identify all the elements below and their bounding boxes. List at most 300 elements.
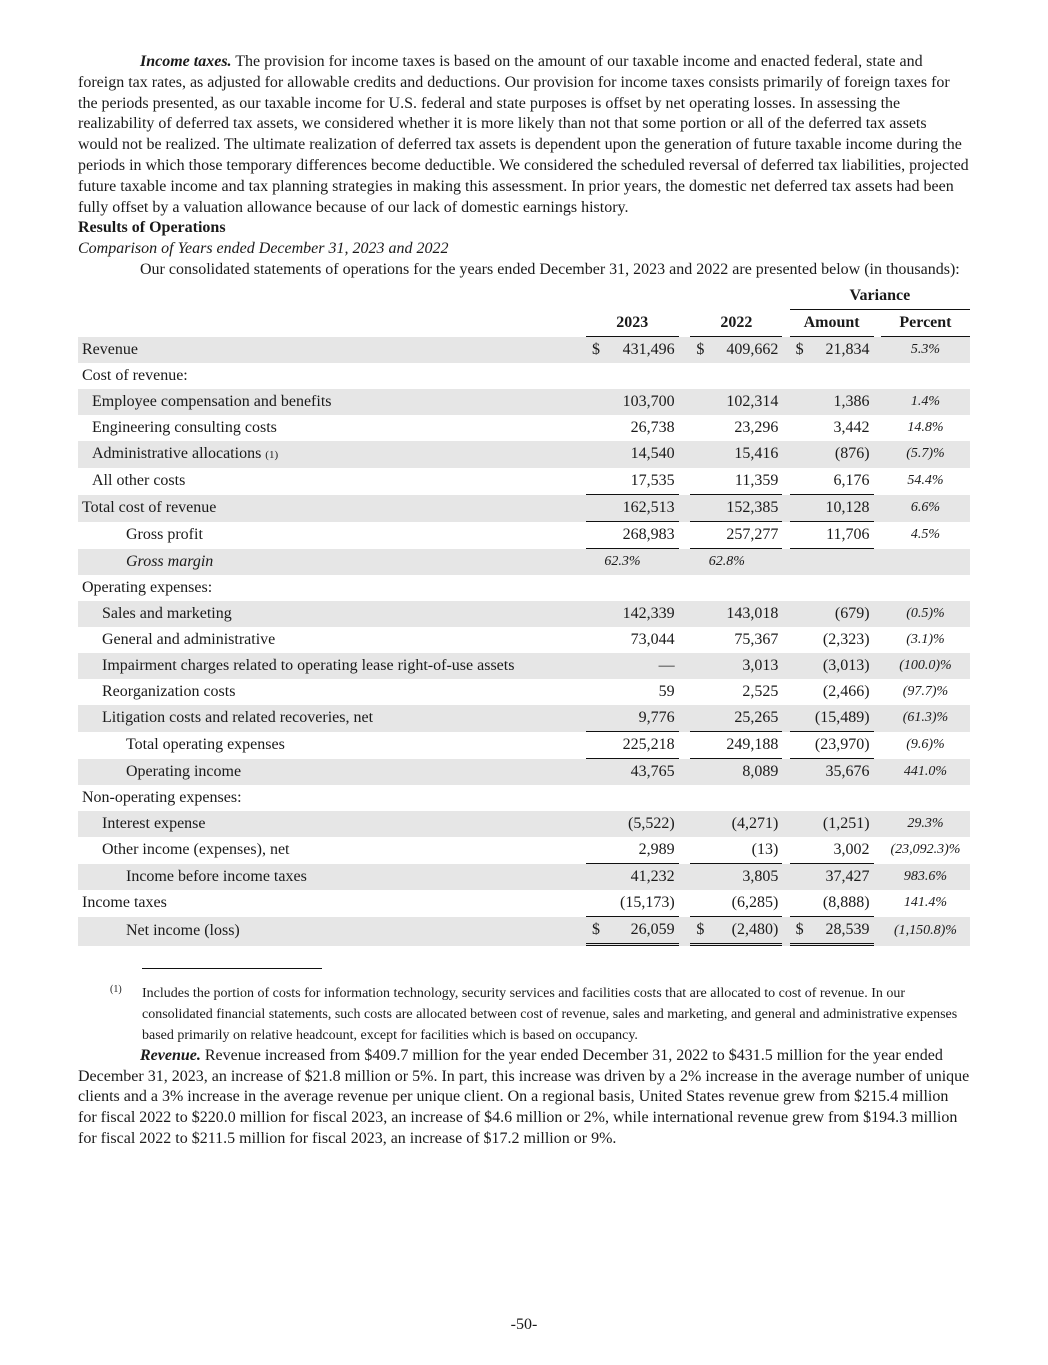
variance-amount: (15,489) — [808, 705, 874, 732]
table-intro: Our consolidated statements of operations for the years ended December 31, 2023 and 2022 are presented below (in thousands): — [140, 260, 960, 278]
row-label — [78, 705, 586, 732]
column-gap — [782, 679, 789, 705]
footnote-divider — [142, 968, 322, 969]
column-gap — [679, 917, 691, 946]
currency-symbol-amount — [790, 890, 808, 917]
currency-symbol-2023 — [586, 811, 604, 837]
value-2023: 14,540 — [604, 441, 678, 468]
currency-symbol-amount — [790, 601, 808, 627]
value-2022 — [709, 363, 783, 389]
column-gap — [782, 441, 789, 468]
revenue-lead: Revenue. — [140, 1046, 201, 1064]
row-label-text: Cost of revenue: — [82, 366, 188, 384]
variance-percent: 5.3% — [881, 337, 970, 363]
column-gap — [679, 363, 691, 389]
row-label-text: Non-operating expenses: — [82, 788, 242, 806]
comparison-heading: Comparison of Years ended December 31, 2023 and 2022 — [78, 240, 449, 258]
currency-symbol-2022 — [690, 759, 708, 785]
table-row — [78, 627, 970, 653]
row-label — [78, 468, 586, 495]
value-2023: — — [604, 653, 678, 679]
table-row — [78, 495, 970, 522]
currency-symbol-2023: $ — [586, 337, 604, 363]
operations-table — [78, 283, 970, 946]
currency-symbol-amount — [790, 415, 808, 441]
currency-symbol-2023 — [586, 890, 604, 917]
table-row — [78, 575, 970, 601]
variance-percent: 1.4% — [881, 389, 970, 415]
currency-symbol-amount — [790, 679, 808, 705]
table-row — [78, 837, 970, 864]
row-label — [78, 575, 586, 601]
currency-symbol-amount — [790, 837, 808, 864]
column-gap — [782, 705, 789, 732]
currency-symbol-2022 — [690, 837, 708, 864]
currency-symbol-2023 — [586, 441, 604, 468]
currency-symbol-2023 — [586, 627, 604, 653]
currency-symbol-amount — [790, 363, 808, 389]
row-label-text: Employee compensation and benefits — [92, 392, 332, 410]
currency-symbol-amount — [790, 575, 808, 601]
currency-symbol-2022: $ — [690, 337, 708, 363]
value-2022: (6,285) — [709, 890, 783, 917]
currency-symbol-2023 — [586, 495, 604, 522]
currency-symbol-2023 — [586, 864, 604, 890]
table-row — [78, 864, 970, 890]
currency-symbol-2022 — [690, 495, 708, 522]
variance-amount: 3,002 — [808, 837, 874, 864]
column-gap — [679, 679, 691, 705]
value-2022 — [709, 575, 783, 601]
footnote-marker: (1) — [110, 983, 122, 995]
column-gap — [679, 549, 691, 575]
value-2023: 431,496 — [604, 337, 678, 363]
row-label-text: Revenue — [82, 340, 138, 358]
document-page — [78, 52, 970, 1150]
column-gap — [874, 575, 881, 601]
variance-percent: (9.6)% — [906, 737, 945, 753]
column-gap — [782, 917, 789, 946]
value-2022: 11,359 — [709, 468, 783, 495]
row-label — [78, 415, 586, 441]
column-gap — [782, 785, 789, 811]
column-gap — [782, 415, 789, 441]
currency-symbol-amount — [790, 811, 808, 837]
table-row — [78, 917, 970, 946]
currency-symbol-amount — [790, 549, 808, 575]
currency-symbol-2022: $ — [690, 917, 708, 946]
currency-symbol-amount: $ — [790, 337, 808, 363]
column-gap — [782, 468, 789, 495]
variance-percent: (61.3)% — [881, 705, 970, 732]
column-gap — [782, 653, 789, 679]
column-gap — [874, 627, 881, 653]
income-taxes-text: The provision for income taxes is based on the amount of our taxable income and enacted federal, state and foreign tax rates, as adjusted for allowable credits and deductions. Our provision for income taxes consists primarily of foreign taxes for the periods presented, as our taxable income for U.S. federal and state purposes is offset by net operating losses. In assessing the realizability of deferred tax assets, we considered whether it is more likely than not that some portion or all of the deferred tax assets would not be realized. The ultimate realization of deferred tax assets is dependent upon the generation of future taxable income during the periods in which those temporary differences become deductible. We considered the scheduled reversal of deferred tax liabilities, projected future taxable income and tax planning strategies in making this assessment. In prior years, the domestic net deferred tax assets had been fully offset by a valuation allowance because of our lack of domestic earnings history. — [78, 53, 969, 216]
currency-symbol-2022 — [690, 811, 708, 837]
column-gap — [679, 705, 691, 732]
row-label — [78, 917, 586, 946]
variance-amount: (2,323) — [822, 630, 870, 648]
variance-amount: 28,539 — [808, 917, 874, 946]
currency-symbol-amount — [790, 441, 808, 468]
variance-amount — [808, 363, 874, 389]
table-row — [78, 601, 970, 627]
row-label-text: Net income (loss) — [126, 922, 240, 940]
currency-symbol-2023 — [586, 705, 604, 732]
column-gap — [679, 468, 691, 495]
currency-symbol-amount — [790, 627, 808, 653]
value-2023: 2,989 — [604, 837, 678, 864]
page-number: -50- — [510, 1316, 538, 1333]
variance-amount: 21,834 — [808, 337, 874, 363]
table-row — [78, 415, 970, 441]
table-row — [78, 441, 970, 468]
column-gap — [874, 705, 881, 732]
column-gap — [874, 549, 881, 575]
table-row — [78, 811, 970, 837]
currency-symbol-2022 — [690, 653, 708, 679]
column-gap — [679, 653, 691, 679]
variance-percent: 29.3% — [881, 811, 970, 837]
variance-amount: (2,466) — [822, 682, 870, 700]
column-gap — [679, 575, 691, 601]
column-gap — [874, 441, 881, 468]
currency-symbol-amount — [790, 389, 808, 415]
value-2022: 102,314 — [709, 389, 783, 415]
table-row — [78, 759, 970, 785]
currency-symbol-2022 — [690, 627, 708, 653]
table-row — [78, 337, 970, 363]
currency-symbol-2022 — [690, 679, 708, 705]
value-2023: (5,522) — [604, 811, 678, 837]
currency-symbol-amount: $ — [790, 917, 808, 946]
row-label — [78, 389, 586, 415]
row-label-text: Income before income taxes — [126, 867, 307, 885]
currency-symbol-amount — [790, 759, 808, 785]
row-label — [78, 864, 586, 890]
currency-symbol-2022 — [690, 705, 708, 732]
row-label — [78, 732, 586, 759]
column-gap — [782, 522, 789, 549]
variance-amount — [808, 575, 874, 601]
currency-symbol-2023 — [586, 732, 604, 759]
currency-symbol-2022 — [690, 468, 708, 495]
value-2022 — [709, 785, 783, 811]
currency-symbol-2023 — [586, 759, 604, 785]
column-gap — [874, 601, 881, 627]
column-gap — [782, 890, 789, 917]
row-label — [78, 759, 586, 785]
column-gap — [782, 575, 789, 601]
column-gap — [874, 864, 881, 890]
row-label — [78, 679, 586, 705]
variance-percent — [881, 549, 970, 575]
column-gap — [874, 917, 881, 946]
value-2023: (15,173) — [604, 890, 678, 917]
variance-amount: (23,970) — [808, 732, 874, 759]
row-label — [78, 363, 586, 389]
table-row — [78, 549, 970, 575]
column-gap — [874, 679, 881, 705]
row-label-text: All other costs — [92, 472, 186, 490]
column-gap — [874, 759, 881, 785]
row-label — [78, 601, 586, 627]
column-gap — [679, 389, 691, 415]
currency-symbol-2022 — [690, 441, 708, 468]
value-2023: 103,700 — [604, 389, 678, 415]
value-2023: 162,513 — [604, 495, 678, 522]
row-label — [78, 495, 586, 522]
row-label-text: Reorganization costs — [102, 682, 236, 700]
variance-percent: 441.0% — [881, 759, 970, 785]
table-row — [78, 679, 970, 705]
currency-symbol-2022 — [690, 732, 708, 759]
variance-percent: (100.0)% — [881, 653, 970, 679]
currency-symbol-amount — [790, 495, 808, 522]
value-2022: 75,367 — [734, 630, 779, 648]
value-2023: 62.3% — [604, 549, 678, 575]
column-gap — [679, 785, 691, 811]
row-label-text: Sales and marketing — [102, 604, 232, 622]
variance-percent: 4.5% — [910, 527, 941, 543]
variance-amount: 11,706 — [808, 522, 874, 549]
currency-symbol-2022 — [690, 549, 708, 575]
table-row — [78, 522, 970, 549]
row-label — [78, 890, 586, 917]
variance-percent — [881, 575, 970, 601]
column-header-percent: Percent — [881, 310, 970, 337]
variance-amount — [808, 785, 874, 811]
variance-percent: 6.6% — [881, 495, 970, 522]
table-row — [78, 890, 970, 917]
variance-amount: 3,442 — [833, 418, 870, 436]
row-label-text: Interest expense — [102, 814, 206, 832]
currency-symbol-amount — [790, 705, 808, 732]
currency-symbol-2023 — [586, 389, 604, 415]
column-header-2023: 2023 — [586, 310, 679, 337]
variance-percent — [881, 363, 970, 389]
currency-symbol-amount — [790, 653, 808, 679]
column-gap — [782, 495, 789, 522]
column-gap — [679, 601, 691, 627]
currency-symbol-2022 — [690, 522, 708, 549]
value-2023: 225,218 — [604, 732, 678, 759]
value-2022: 3,013 — [709, 653, 783, 679]
variance-header-row — [78, 283, 970, 310]
variance-header: Variance — [790, 283, 970, 310]
row-label-text: Total cost of revenue — [82, 499, 217, 517]
value-2022: 2,525 — [742, 682, 779, 700]
footnote-text: Includes the portion of costs for information technology, security services and facilities costs that are allocated to cost of revenue. In our consolidated financial statements, such costs are allocated between cost of revenue, sales and marketing, and general and administrative expenses based primarily on relative headcount, except for facilities which is based on occupancy. — [142, 985, 958, 1043]
row-label-text: Total operating expenses — [126, 736, 285, 754]
variance-amount: 10,128 — [808, 495, 874, 522]
variance-percent: (0.5)% — [881, 601, 970, 627]
variance-percent: (3.1)% — [906, 631, 945, 647]
value-2022: 8,089 — [709, 759, 783, 785]
variance-amount: (876) — [808, 441, 874, 468]
table-row — [78, 705, 970, 732]
currency-symbol-2022 — [690, 890, 708, 917]
currency-symbol-2023 — [586, 468, 604, 495]
table-row — [78, 468, 970, 495]
column-gap — [782, 549, 789, 575]
column-gap — [874, 811, 881, 837]
currency-symbol-2023 — [586, 575, 604, 601]
row-label — [78, 653, 586, 679]
row-label — [78, 441, 586, 468]
column-gap — [874, 495, 881, 522]
row-label-text: Engineering consulting costs — [92, 418, 277, 436]
variance-percent: 983.6% — [881, 864, 970, 890]
value-2023: 26,059 — [604, 917, 678, 946]
column-gap — [782, 732, 789, 759]
value-2023: 9,776 — [604, 705, 678, 732]
column-gap — [679, 864, 691, 890]
results-heading: Results of Operations — [78, 219, 226, 237]
footnote — [78, 983, 970, 1046]
value-2022: 23,296 — [734, 418, 779, 436]
row-label-text: Gross profit — [126, 526, 203, 544]
column-gap — [679, 732, 691, 759]
row-label-text: General and administrative — [102, 630, 276, 648]
value-2023: 142,339 — [604, 601, 678, 627]
column-gap — [679, 415, 691, 441]
currency-symbol-2022 — [690, 601, 708, 627]
value-2022: 152,385 — [709, 495, 783, 522]
footnote-reference: (1) — [265, 448, 279, 461]
value-2023: 73,044 — [630, 630, 675, 648]
value-2022: 249,188 — [709, 732, 783, 759]
column-gap — [782, 363, 789, 389]
currency-symbol-2023: $ — [586, 917, 604, 946]
revenue-paragraph — [78, 1046, 970, 1150]
currency-symbol-2023 — [586, 522, 604, 549]
value-2023: 268,983 — [604, 522, 678, 549]
currency-symbol-amount — [790, 732, 808, 759]
table-row — [78, 732, 970, 759]
variance-percent: (1,150.8)% — [881, 917, 970, 946]
value-2023 — [604, 785, 678, 811]
currency-symbol-2022 — [690, 415, 708, 441]
column-gap — [874, 415, 881, 441]
currency-symbol-2023 — [586, 415, 604, 441]
variance-amount: 35,676 — [808, 759, 874, 785]
row-label-text: Income taxes — [82, 894, 167, 912]
variance-amount: (3,013) — [808, 653, 874, 679]
column-gap — [874, 837, 881, 864]
row-label — [78, 337, 586, 363]
column-header-row — [78, 310, 970, 337]
column-gap — [782, 837, 789, 864]
column-gap — [782, 627, 789, 653]
variance-amount: (8,888) — [808, 890, 874, 917]
currency-symbol-amount — [790, 522, 808, 549]
column-gap — [782, 811, 789, 837]
variance-percent: 54.4% — [907, 473, 944, 489]
currency-symbol-2022 — [690, 864, 708, 890]
row-label — [78, 627, 586, 653]
column-header-amount: Amount — [790, 310, 874, 337]
column-gap — [874, 337, 881, 363]
row-label-text: Gross margin — [126, 552, 214, 570]
currency-symbol-amount — [790, 864, 808, 890]
row-label — [78, 522, 586, 549]
income-taxes-paragraph — [78, 52, 970, 218]
variance-percent: 141.4% — [903, 895, 948, 911]
currency-symbol-2023 — [586, 549, 604, 575]
column-gap — [874, 468, 881, 495]
variance-amount: (679) — [808, 601, 874, 627]
variance-percent: (5.7)% — [881, 441, 970, 468]
currency-symbol-2023 — [586, 785, 604, 811]
value-2022: 62.8% — [709, 549, 783, 575]
variance-amount: 6,176 — [808, 468, 874, 495]
variance-amount: 1,386 — [808, 389, 874, 415]
variance-percent — [881, 785, 970, 811]
value-2023 — [604, 363, 678, 389]
value-2022: 143,018 — [709, 601, 783, 627]
currency-symbol-amount — [790, 468, 808, 495]
currency-symbol-2022 — [690, 785, 708, 811]
value-2022: (2,480) — [709, 917, 783, 946]
column-gap — [679, 811, 691, 837]
value-2023: 26,738 — [630, 418, 675, 436]
table-row — [78, 785, 970, 811]
value-2022: (13) — [709, 837, 783, 864]
variance-percent: (23,092.3)% — [890, 842, 961, 858]
value-2023: 17,535 — [604, 468, 678, 495]
row-label-text: Operating income — [126, 762, 242, 780]
income-taxes-lead: Income taxes. — [140, 53, 232, 70]
column-gap — [874, 363, 881, 389]
row-label — [78, 549, 586, 575]
revenue-text: Revenue increased from $409.7 million for the year ended December 31, 2022 to $431.5 million for the year ended December 31, 2023, an increase of $21.8 million or 5%. In part, this increase was driven by a 2% increase in the average number of unique clients and a 3% increase in the average revenue per unique client. On a regional basis, United States revenue grew from $215.4 million for fiscal 2022 to $220.0 million for fiscal 2023, an increase of $4.6 million or 2%, while international revenue grew from $194.3 million for fiscal 2022 to $211.5 million for fiscal 2023, an increase of $17.2 million or 9%. — [78, 1046, 970, 1147]
value-2023: 59 — [658, 682, 675, 700]
table-row — [78, 653, 970, 679]
table-row — [78, 389, 970, 415]
column-gap — [782, 864, 789, 890]
column-gap — [679, 337, 691, 363]
value-2022: 3,805 — [709, 864, 783, 890]
value-2022: 409,662 — [709, 337, 783, 363]
value-2022: (4,271) — [709, 811, 783, 837]
currency-symbol-2023 — [586, 679, 604, 705]
column-gap — [874, 522, 881, 549]
currency-symbol-2022 — [690, 575, 708, 601]
currency-symbol-2023 — [586, 653, 604, 679]
column-gap — [782, 337, 789, 363]
variance-amount: (1,251) — [808, 811, 874, 837]
column-gap — [679, 522, 691, 549]
variance-percent: 14.8% — [907, 419, 944, 435]
column-gap — [874, 890, 881, 917]
currency-symbol-2023 — [586, 837, 604, 864]
value-2023: 41,232 — [604, 864, 678, 890]
column-gap — [874, 732, 881, 759]
row-label-text: Litigation costs and related recoveries, net — [102, 709, 374, 727]
column-gap — [782, 601, 789, 627]
value-2023 — [604, 575, 678, 601]
column-gap — [679, 495, 691, 522]
column-gap — [679, 837, 691, 864]
column-gap — [874, 389, 881, 415]
value-2022: 15,416 — [709, 441, 783, 468]
variance-amount: 37,427 — [808, 864, 874, 890]
currency-symbol-2022 — [690, 389, 708, 415]
column-gap — [679, 627, 691, 653]
row-label-text: Impairment charges related to operating lease right-of-use assets — [102, 656, 515, 674]
currency-symbol-2022 — [690, 363, 708, 389]
